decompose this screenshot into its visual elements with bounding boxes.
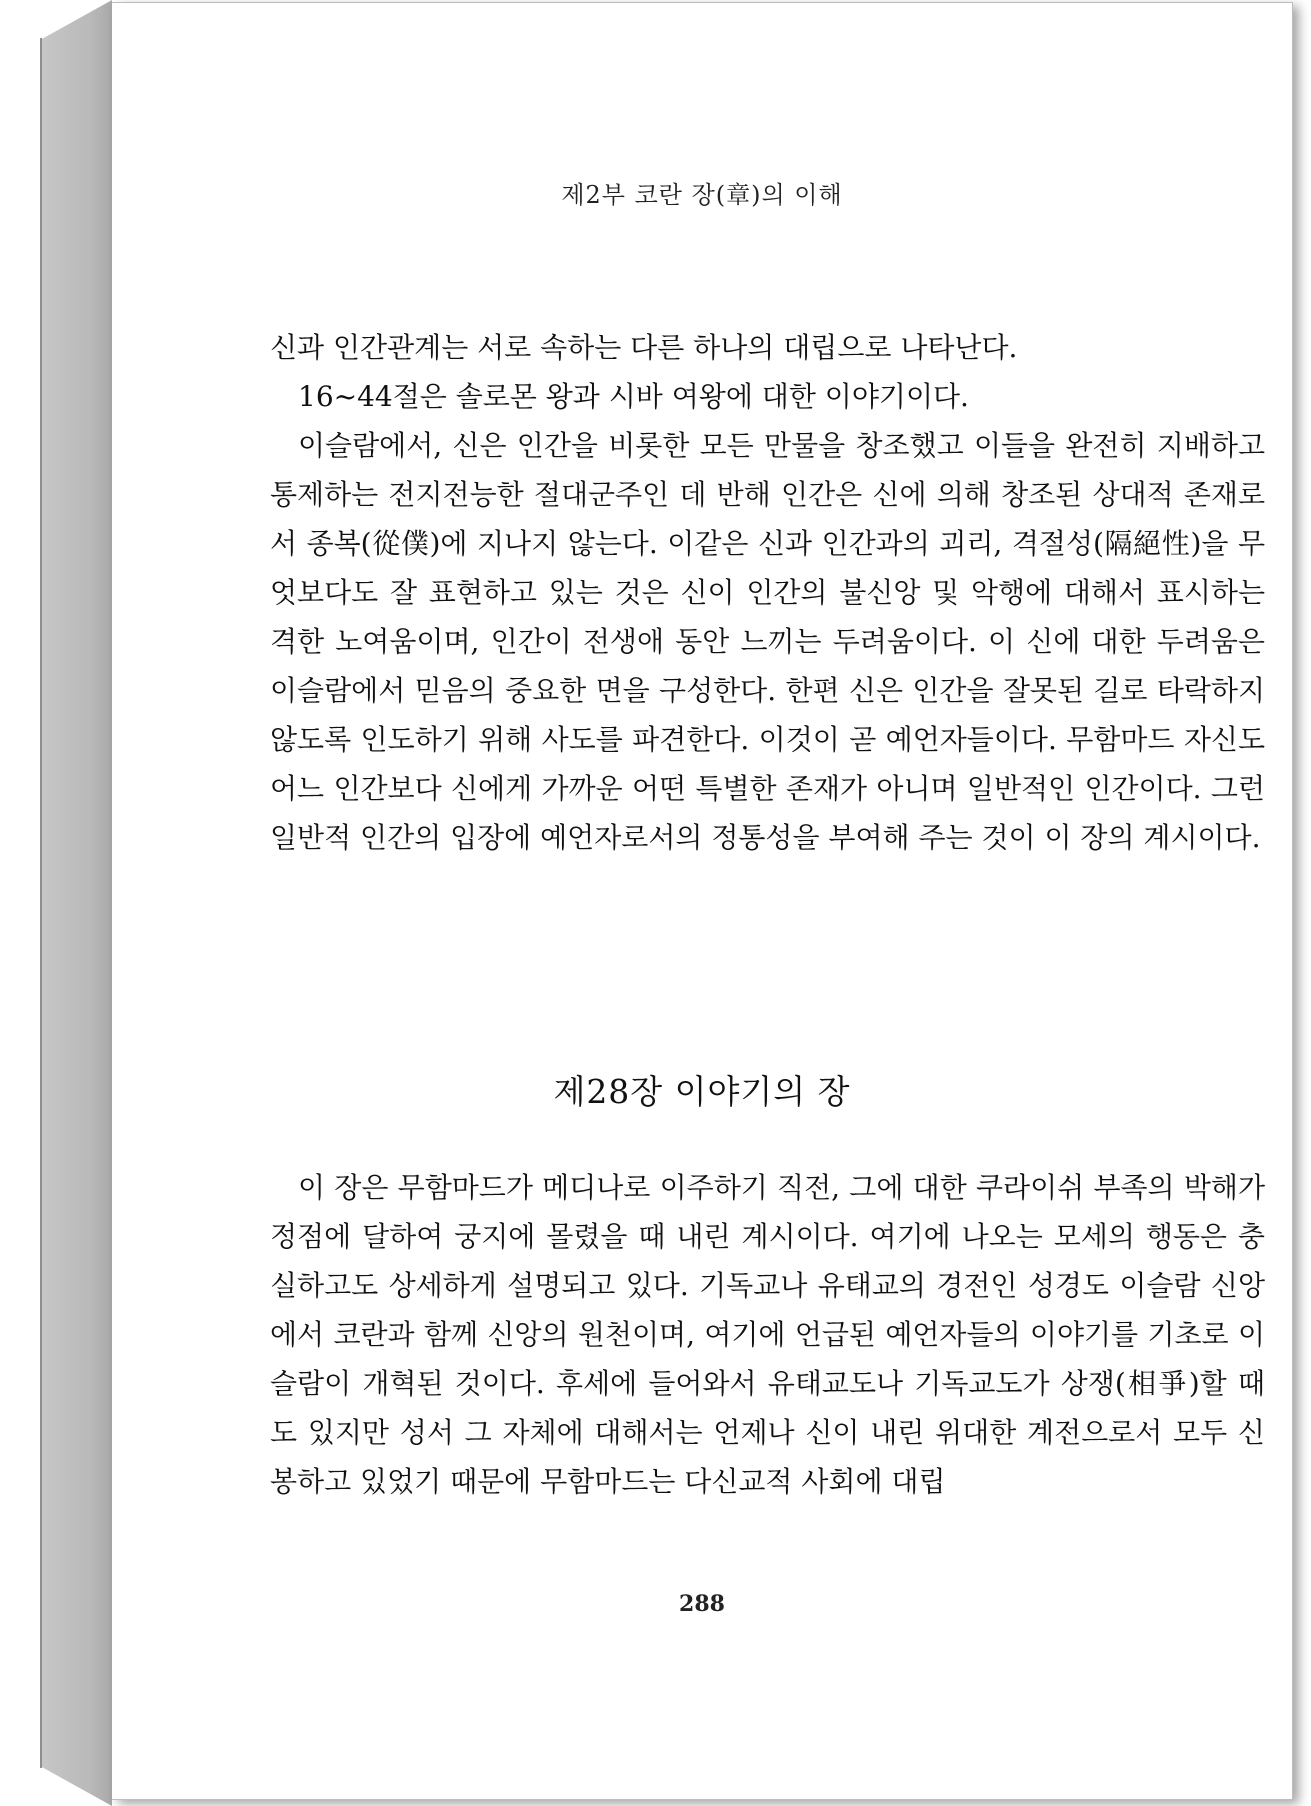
paragraph: 신과 인간관계는 서로 속하는 다른 하나의 대립으로 나타난다. xyxy=(270,331,1018,364)
book-spine xyxy=(40,0,112,1806)
paragraph: 16~44절은 솔로몬 왕과 시바 여왕에 대한 이야기이다. xyxy=(298,380,969,413)
paragraph: 이 장은 무함마드가 메디나로 이주하기 직전, 그에 대한 쿠라이쉬 부족의 박해가 정점에 달하여 궁지에 몰렸을 때 내린 계시이다. 여기에 나오는 모세의 행동은 충실하고도 상세하게 설명되고 있다. 기독교나 유태교의 경전인 성경도 이슬람 신앙에서 코란과 함께 신앙의 원천이며, 여기에 언급된 예언자들의 이야기를 기초로 이슬람이 개혁된 것이다. 후세에 들어와서 유태교도나 기독교도가 상쟁(相爭)할 때도 있지만 성서 그 자체에 대해서는 언제나 신이 내린 위대한 계전으로서 모두 신봉하고 있었기 때문에 무함마드는 다신교적 사회에 대립 xyxy=(270,1171,1265,1498)
book-page xyxy=(112,2,1293,1800)
page-number: 288 xyxy=(679,1591,725,1617)
section-one-text xyxy=(270,323,1265,862)
paragraph: 이슬람에서, 신은 인간을 비롯한 모든 만물을 창조했고 이들을 완전히 지배하고 통제하는 전지전능한 절대군주인 데 반해 인간은 신에 의해 창조된 상대적 존재로서 종복(從僕)에 지나지 않는다. 이같은 신과 인간과의 괴리, 격절성(隔絕性)을 무엇보다도 잘 표현하고 있는 것은 신이 인간의 불신앙 및 악행에 대해서 표시하는 격한 노여움이며, 인간이 전생애 동안 느끼는 두려움이다. 이 신에 대한 두려움은 이슬람에서 믿음의 중요한 면을 구성한다. 한편 신은 인간을 잘못된 길로 타락하지 않도록 인도하기 위해 사도를 파견한다. 이것이 곧 예언자들이다. 무함마드 자신도 어느 인간보다 신에게 가까운 어떤 특별한 존재가 아니며 일반적인 인간이다. 그런 일반적 인간의 입장에 예언자로서의 정통성을 부여해 주는 것이 이 장의 계시이다. xyxy=(270,429,1265,854)
chapter-title: 제28장 이야기의 장 xyxy=(553,1072,851,1111)
spine-edge xyxy=(40,38,42,1768)
section-two-text xyxy=(270,1163,1265,1506)
running-header: 제2부 코란 장(章)의 이해 xyxy=(561,181,843,209)
